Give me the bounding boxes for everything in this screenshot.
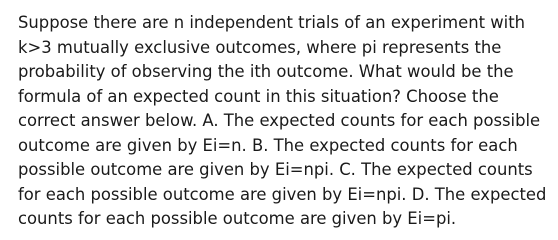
- question-text: Suppose there are n independent trials of an experiment with k>3 mutually exclusive outcomes, where pi represents the probability of observing the ith outcome. What would be the formula of an expected count in this situation? Choose the correct answer below. A. The expected counts for each possible outcome are given by Ei=n. B. The expected counts for each possible outcome are given by Ei=npi. C. The expected counts for each possible outcome are given by Ei=npi. D. The expected counts for each possible outcome are given by Ei=pi.: [18, 13, 547, 228]
